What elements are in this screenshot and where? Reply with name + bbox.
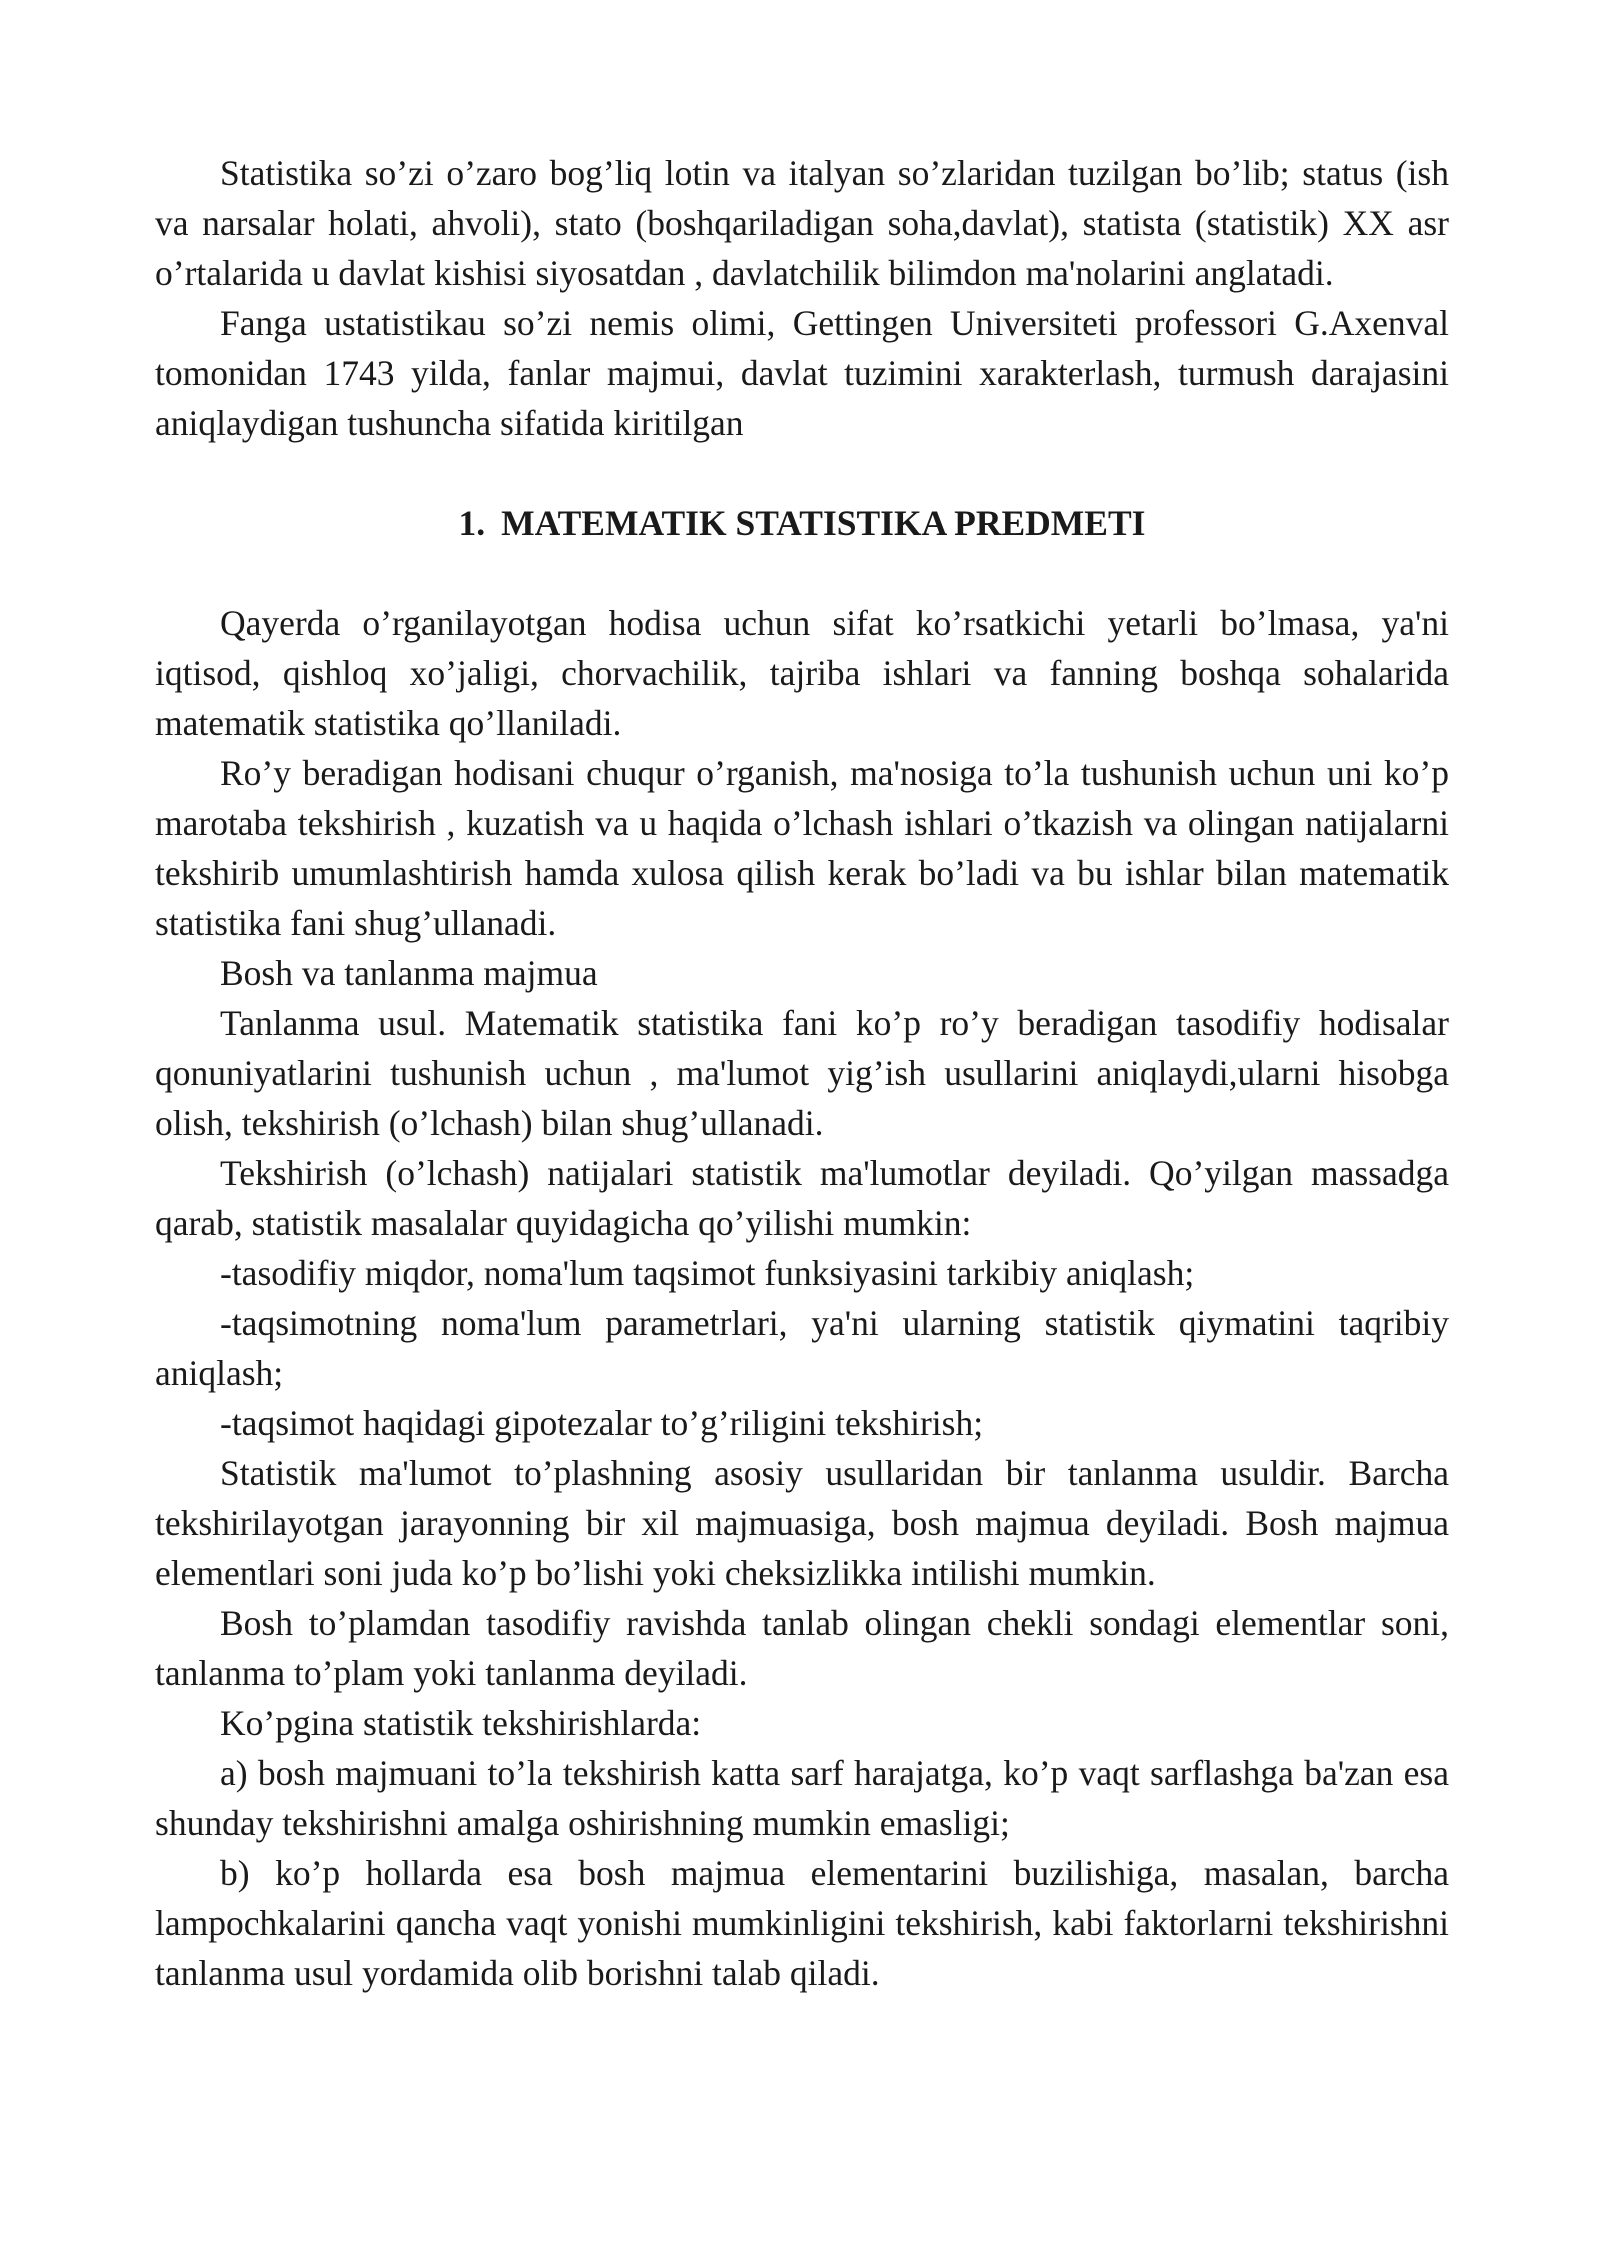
paragraph-sampling-method: Tanlanma usul. Matematik statistika fani ko’p ro’y beradigan tasodifiy hodisalar qonuniyatlarini tushunish uchun , ma'lumot yig’ish usullarini aniqlaydi,ularni hisobga olish, tekshirish (o’lchash) bilan shug’ullanadi. — [155, 1003, 1449, 1143]
paragraph-application: Qayerda o’rganilayotgan hodisa uchun sifat ko’rsatkichi yetarli bo’lmasa, ya'ni iqtisod, qishloq xo’jaligi, chorvachilik, tajriba ishlari va fanning boshqa sohalarida matematik statistika qo’llaniladi. — [155, 603, 1449, 743]
paragraph-study-purpose: Ro’y beradigan hodisani chuqur o’rganish, ma'nosiga to’la tushunish uchun uni ko’p marotaba tekshirish , kuzatish va u haqida o’lchash ishlari o’tkazish va olingan natijalarni tekshirib umumlashtirish hamda xulosa qilish kerak bo’ladi va bu ishlar bilan matematik statistika fani shug’ullanadi. — [155, 753, 1449, 943]
paragraph-statistika-etymology: Statistika so’zi o’zaro bog’liq lotin va italyan so’zlaridan tuzilgan bo’lib; status (ish va narsalar holati, ahvoli), stato (boshqariladigan soha,davlat), statista (statistik) XX asr o’rtalarida u davlat kishisi siyosatdan , davlatchilik bilimdon ma'nolarini anglatadi. — [155, 153, 1449, 293]
paragraph-subheading-bosh-tanlanma: Bosh va tanlanma majmua — [220, 953, 598, 993]
paragraph-many-studies: Ko’pgina statistik tekshirishlarda: — [220, 1703, 702, 1743]
list-item-hypotheses: -taqsimot haqidagi gipotezalar to’g’riligini tekshirish; — [220, 1403, 984, 1443]
document-page — [155, 148, 1449, 1998]
paragraph-sample-definition: Bosh to’plamdan tasodifiy ravishda tanlab olingan chekli sondagi elementlar soni, tanlanma to’plam yoki tanlanma deyiladi. — [155, 1603, 1449, 1693]
section-title: MATEMATIK STATISTIKA PREDMETI — [501, 503, 1146, 543]
paragraph-axenval-history: Fanga ustatistikau so’zi nemis olimi, Gettingen Universiteti professori G.Axenval tomonidan 1743 yilda, fanlar majmui, davlat tuzimini xarakterlash, turmush darajasini aniqlaydigan tushuncha sifatida kiritilgan — [155, 303, 1449, 443]
paragraph-statistical-data: Tekshirish (o’lchash) natijalari statistik ma'lumotlar deyiladi. Qo’yilgan massadga qarab, statistik masalalar quyidagicha qo’yilishi mumkin: — [155, 1153, 1449, 1243]
list-item-b: b) ko’p hollarda esa bosh majmua elementarini buzilishiga, masalan, barcha lampochkalarini qancha vaqt yonishi mumkinligini tekshirish, kabi faktorlarni tekshirishni tanlanma usul yordamida olib borishni talab qiladi. — [155, 1853, 1449, 1993]
list-item-a: a) bosh majmuani to’la tekshirish katta sarf harajatga, ko’p vaqt sarflashga ba'zan esa shunday tekshirishni amalga oshirishning mumkin emasligi; — [155, 1753, 1449, 1843]
paragraph-general-population: Statistik ma'lumot to’plashning asosiy usullaridan bir tanlanma usuldir. Barcha tekshirilayotgan jarayonning bir xil majmuasiga, bosh majmua deyiladi. Bosh majmua elementlari soni juda ko’p bo’lishi yoki cheksizlikka intilishi mumkin. — [155, 1453, 1449, 1593]
section-heading — [155, 498, 1449, 548]
section-number: 1. — [458, 503, 486, 543]
list-item-parameters: -taqsimotning noma'lum parametrlari, ya'ni ularning statistik qiymatini taqribiy aniqlash; — [155, 1303, 1449, 1393]
list-item-distribution-function: -tasodifiy miqdor, noma'lum taqsimot funksiyasini tarkibiy aniqlash; — [220, 1253, 1195, 1293]
